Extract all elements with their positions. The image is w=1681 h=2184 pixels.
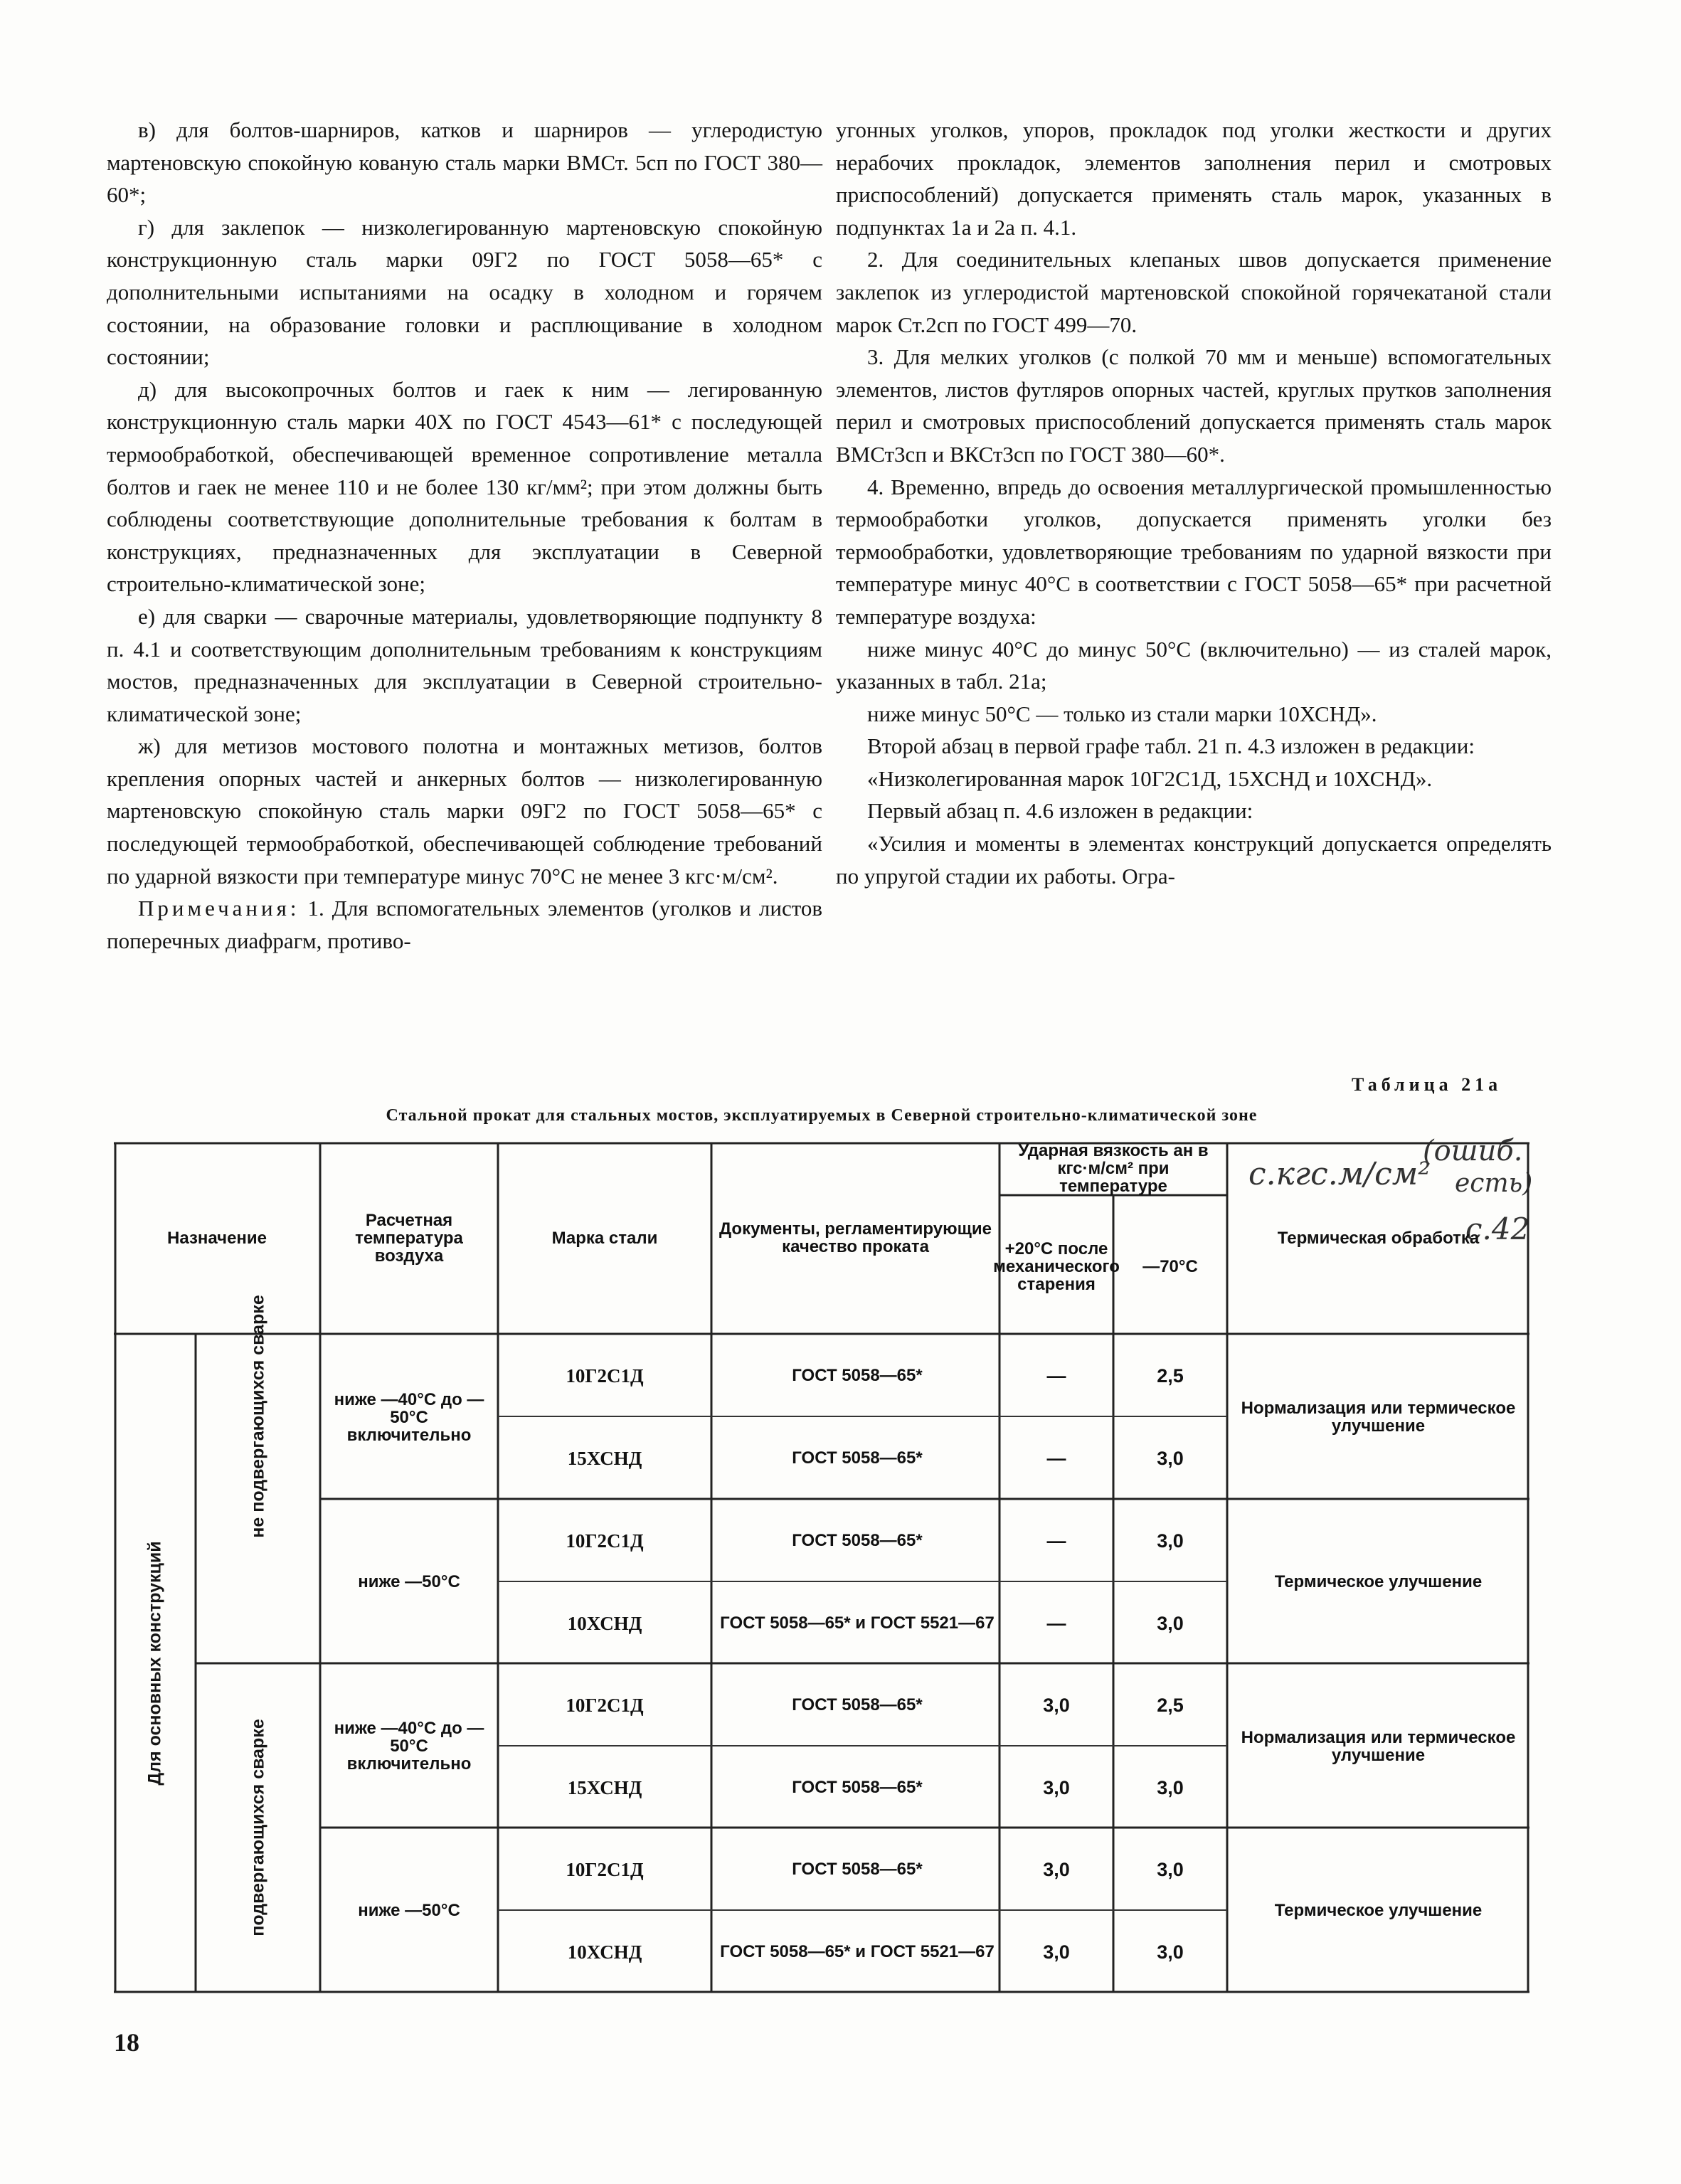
header-minus70: —70°С xyxy=(1142,1256,1198,1276)
right-paragraph: 2. Для соединительных клепаных швов допускается применение заклепок из углеродистой мартеновской спокойной горячекатаной стали марок Ст.2сп по ГОСТ 499—70. xyxy=(836,247,1552,337)
temp-range: ниже —40°С до —50°С включительно xyxy=(334,1719,484,1774)
impact-minus70: 2,5 xyxy=(1157,1695,1184,1716)
header-temperature: Расчетная температура воздуха xyxy=(355,1210,463,1266)
standard-document: ГОСТ 5058—65* и ГОСТ 5521—67 xyxy=(720,1613,995,1633)
impact-plus20: — xyxy=(1046,1365,1066,1387)
impact-minus70: 2,5 xyxy=(1157,1365,1184,1387)
header-documents: Документы, регламентирующие качество проката xyxy=(719,1219,992,1256)
steel-grade: 10Г2С1Д xyxy=(566,1365,644,1387)
impact-plus20: 3,0 xyxy=(1043,1859,1070,1880)
right-paragraph: «Усилия и моменты в элементах конструкций допускается определять по упругой стадии их работы. Огра- xyxy=(836,831,1552,889)
notes-paragraph xyxy=(107,892,822,957)
handwritten-line: с.42 xyxy=(1465,1212,1530,1246)
paragraph-v: в) для болтов-шарниров, катков и шарниров — углеродистую мартеновскую спокойную кованую сталь марки ВМСт. 5сп по ГОСТ 380—60*; xyxy=(107,117,822,208)
right-paragraph: Второй абзац в первой графе табл. 21 п. 4.3 изложен в редакции: xyxy=(867,733,1475,759)
steel-grade: 10Г2С1Д xyxy=(566,1859,644,1880)
temp-range: ниже —40°С до —50°С включительно xyxy=(334,1389,484,1445)
steel-table xyxy=(114,1142,1529,1993)
steel-grade: 10Г2С1Д xyxy=(566,1695,644,1716)
handwritten-line: с.кгс.м/см² xyxy=(1248,1156,1431,1192)
paragraph-g: г) для заклепок — низколегированную мартеновскую спокойную конструкционную сталь марки 09Г2 по ГОСТ 5058—65* с дополнительными испытаниями на осадку в холодном и горячем состоянии, на образование головки и расплющивание в холодном состоянии; xyxy=(107,214,822,370)
heat-treatment: Нормализация или термическое улучшение xyxy=(1241,1399,1516,1436)
handwritten-line: (ошиб. xyxy=(1423,1135,1523,1167)
standard-document: ГОСТ 5058—65* xyxy=(792,1448,923,1468)
standard-document: ГОСТ 5058—65* xyxy=(792,1366,923,1385)
standard-document: ГОСТ 5058—65* xyxy=(792,1531,923,1550)
impact-minus70: 3,0 xyxy=(1157,1530,1184,1552)
impact-plus20: 3,0 xyxy=(1043,1777,1070,1798)
header-plus20: +20°С после механического старения xyxy=(993,1239,1120,1294)
group-label-no-welding: не подвергающихся сварке xyxy=(248,1295,268,1538)
notes-label: Примечания: xyxy=(138,896,300,921)
impact-minus70: 3,0 xyxy=(1157,1448,1184,1469)
right-paragraph: 4. Временно, впредь до освоения металлургической промышленностью термообработки уголков, допускается применять уголки без термообработки, удовлетворяющие требованиям по ударной вязкости при температуре минус 40°С в соответствии с ГОСТ 5058—65* при расчетной температуре воздуха: xyxy=(836,474,1552,629)
paragraph-e: е) для сварки — сварочные материалы, удовлетворяющие подпункту 8 п. 4.1 и соответствующим дополнительным требованиям к конструкциям мостов, предназначенных для эксплуатации в Северной строительно-климатической зоне; xyxy=(107,603,822,726)
impact-minus70: 3,0 xyxy=(1157,1941,1184,1963)
temp-range: ниже —50°С xyxy=(358,1901,460,1920)
steel-grade: 10ХСНД xyxy=(567,1941,642,1963)
paragraph-d: д) для высокопрочных болтов и гаек к ним — легированную конструкционную сталь марки 40Х по ГОСТ 4543—61* с последующей термообработкой, обеспечивающей временное сопротивление металла болтов и гаек не менее 110 и не более 130 кг/мм²; при этом должны быть соблюдены соответствующие дополнительные требования к болтам в конструкциях, предназначенных для эксплуатации в Северной строительно-климатической зоне; xyxy=(107,376,822,597)
header-purpose: Назначение xyxy=(166,1228,267,1248)
standard-document: ГОСТ 5058—65* xyxy=(792,1860,923,1879)
header-heat-treatment: Термическая обработка xyxy=(1277,1228,1480,1248)
steel-grade: 10ХСНД xyxy=(567,1613,642,1634)
impact-minus70: 3,0 xyxy=(1157,1613,1184,1634)
left-text-column xyxy=(107,114,822,957)
steel-grade: 15ХСНД xyxy=(567,1777,642,1798)
page-number: 18 xyxy=(114,2028,139,2057)
right-paragraph: угонных уголков, упоров, прокладок под уголки жесткости и других нерабочих прокладок, элементов заполнения перил и смотровых приспособлений) допускается применять сталь марок, указанных в подпунктах 1а и 2а п. 4.1. xyxy=(836,117,1552,240)
right-paragraph: Первый абзац п. 4.6 изложен в редакции: xyxy=(867,798,1253,824)
impact-minus70: 3,0 xyxy=(1157,1859,1184,1880)
steel-grade: 15ХСНД xyxy=(567,1448,642,1469)
standard-document: ГОСТ 5058—65* xyxy=(792,1778,923,1797)
impact-plus20: — xyxy=(1046,1530,1066,1552)
paragraph-zh: ж) для метизов мостового полотна и монтажных метизов, болтов крепления опорных частей и анкерных болтов — низколегированную мартеновскую спокойную сталь марки 09Г2 по ГОСТ 5058—65* с последующей термообработкой, обеспечивающей соблюдение требований по ударной вязкости при температуре минус 70°С не менее 3 кгс·м/см². xyxy=(107,733,822,889)
header-steel-grade: Марка стали xyxy=(551,1228,658,1248)
temp-range: ниже —50°С xyxy=(358,1572,460,1591)
impact-minus70: 3,0 xyxy=(1157,1777,1184,1798)
heat-treatment: Нормализация или термическое улучшение xyxy=(1241,1727,1516,1765)
right-paragraph: ниже минус 50°С — только из стали марки 10ХСНД». xyxy=(867,701,1377,726)
right-text-column xyxy=(836,114,1552,892)
impact-plus20: — xyxy=(1046,1613,1066,1634)
impact-plus20: 3,0 xyxy=(1043,1695,1070,1716)
handwritten-line: есть) xyxy=(1455,1169,1533,1198)
standard-document: ГОСТ 5058—65* и ГОСТ 5521—67 xyxy=(720,1942,995,1961)
impact-plus20: 3,0 xyxy=(1043,1941,1070,1963)
table-number: Таблица 21а xyxy=(1352,1074,1502,1095)
heat-treatment: Термическое улучшение xyxy=(1274,1572,1483,1591)
note-1-start: 1. Для вспомогательных элементов (уголков и листов поперечных диафрагм, противо- xyxy=(107,896,823,953)
right-paragraph: ниже минус 40°С до минус 50°С (включительно) — из сталей марок, указанных в табл. 21а; xyxy=(836,636,1552,694)
right-paragraph: 3. Для мелких уголков (с полкой 70 мм и меньше) вспомогательных элементов, листов футляров опорных частей, круглых прутков заполнения перил и смотровых приспособлений допускается применять сталь марок ВМСт3сп и ВКСт3сп по ГОСТ 380—60*. xyxy=(836,344,1552,467)
steel-grade: 10Г2С1Д xyxy=(566,1530,644,1552)
standard-document: ГОСТ 5058—65* xyxy=(792,1695,923,1714)
heat-treatment: Термическое улучшение xyxy=(1274,1901,1483,1920)
header-impact: Ударная вязкость aн в кгс·м/см² при температуре xyxy=(1018,1141,1209,1196)
table-title: Стальной прокат для стальных мостов, эксплуатируемых в Северной строительно-климатической зоне xyxy=(386,1106,1258,1125)
right-paragraph: «Низколегированная марок 10Г2С1Д, 15ХСНД и 10ХСНД». xyxy=(867,765,1433,791)
group-label-main: Для основных конструкций xyxy=(144,1541,165,1786)
impact-plus20: — xyxy=(1046,1448,1066,1469)
group-label-welding: подвергающихся сварке xyxy=(248,1719,268,1936)
